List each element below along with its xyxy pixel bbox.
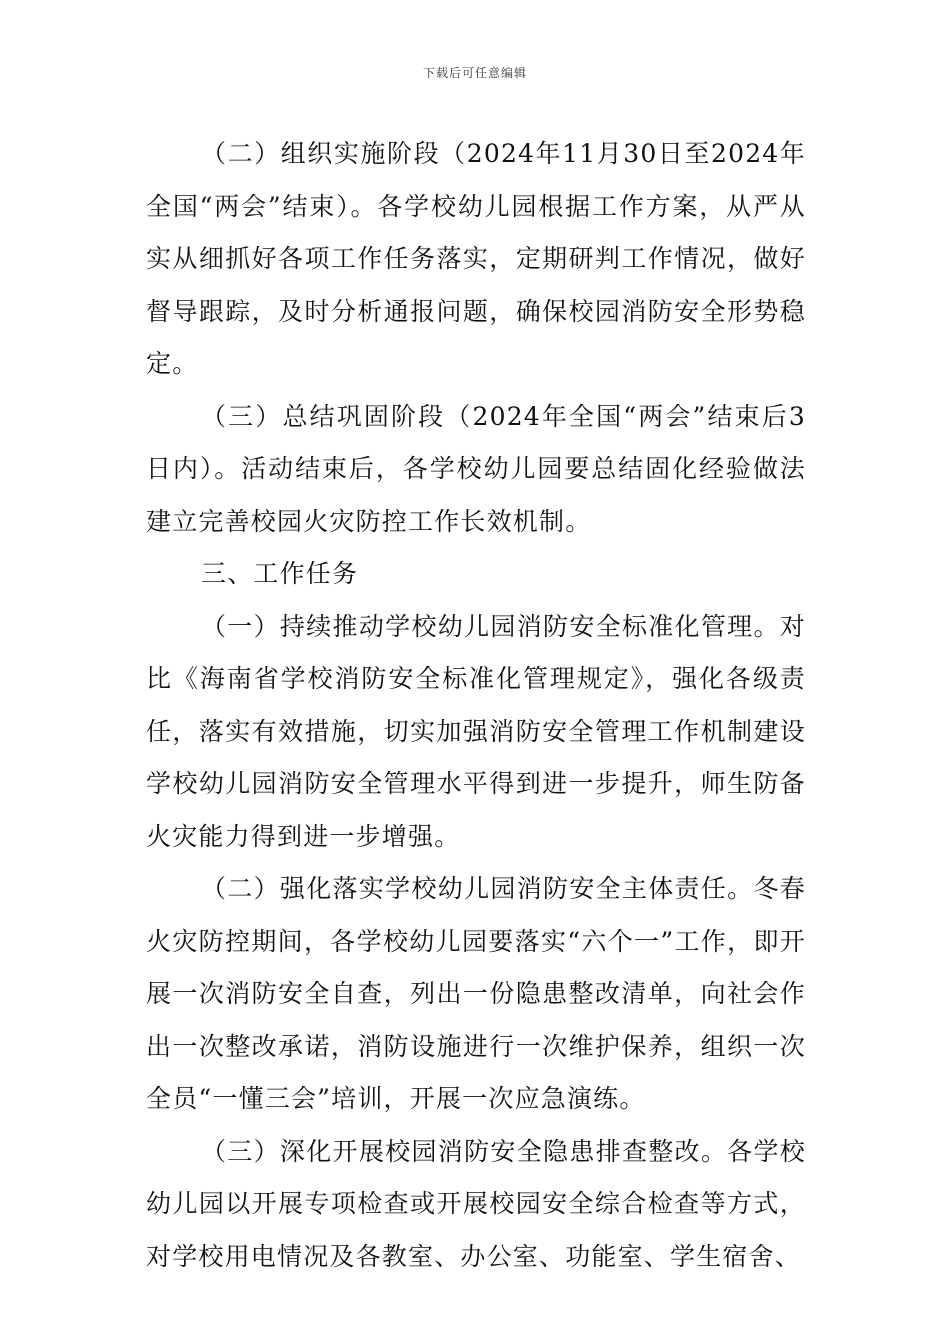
page-header: 下载后可任意编辑 [422, 66, 527, 80]
paragraph-stage-summary: （三）总结巩固阶段（2024年全国“两会”结束后3日内）。活动结束后，各学校幼儿园要总结固化经验做法建立完善校园火灾防控工作长效机制。 [146, 401, 806, 536]
paragraph-stage-implementation: （二）组织实施阶段（2024年11月30日至2024年全国“两会”结束）。各学校幼儿园根据工作方案，从严从实从细抓好各项工作任务落实，定期研判工作情况，做好督导跟踪，及时分析通报问题，确保校园消防安全形势稳定。 [146, 139, 806, 378]
paragraph-task-inspection: （三）深化开展校园消防安全隐患排查整改。各学校幼儿园以开展专项检查或开展校园安全综合检查等方式，对学校用电情况及各教室、办公室、功能室、学生宿舍、 [146, 1136, 806, 1271]
paragraph-task-responsibility: （二）强化落实学校幼儿园消防安全主体责任。冬春火灾防控期间，各学校幼儿园要落实“六个一”工作，即开展一次消防安全自查，列出一份隐患整改清单，向社会作出一次整改承诺，消防设施进行一次维护保养，组织一次全员“一懂三会”培训，开展一次应急演练。 [146, 874, 806, 1113]
paragraph-task-standardization: （一）持续推动学校幼儿园消防安全标准化管理。对比《海南省学校消防安全标准化管理规定》，强化各级责任，落实有效措施，切实加强消防安全管理工作机制建设学校幼儿园消防安全管理水平得到进一步提升，师生防备火灾能力得到进一步增强。 [146, 611, 806, 851]
document-body [146, 128, 806, 1283]
section-heading-tasks: 三、工作任务 [201, 559, 359, 588]
